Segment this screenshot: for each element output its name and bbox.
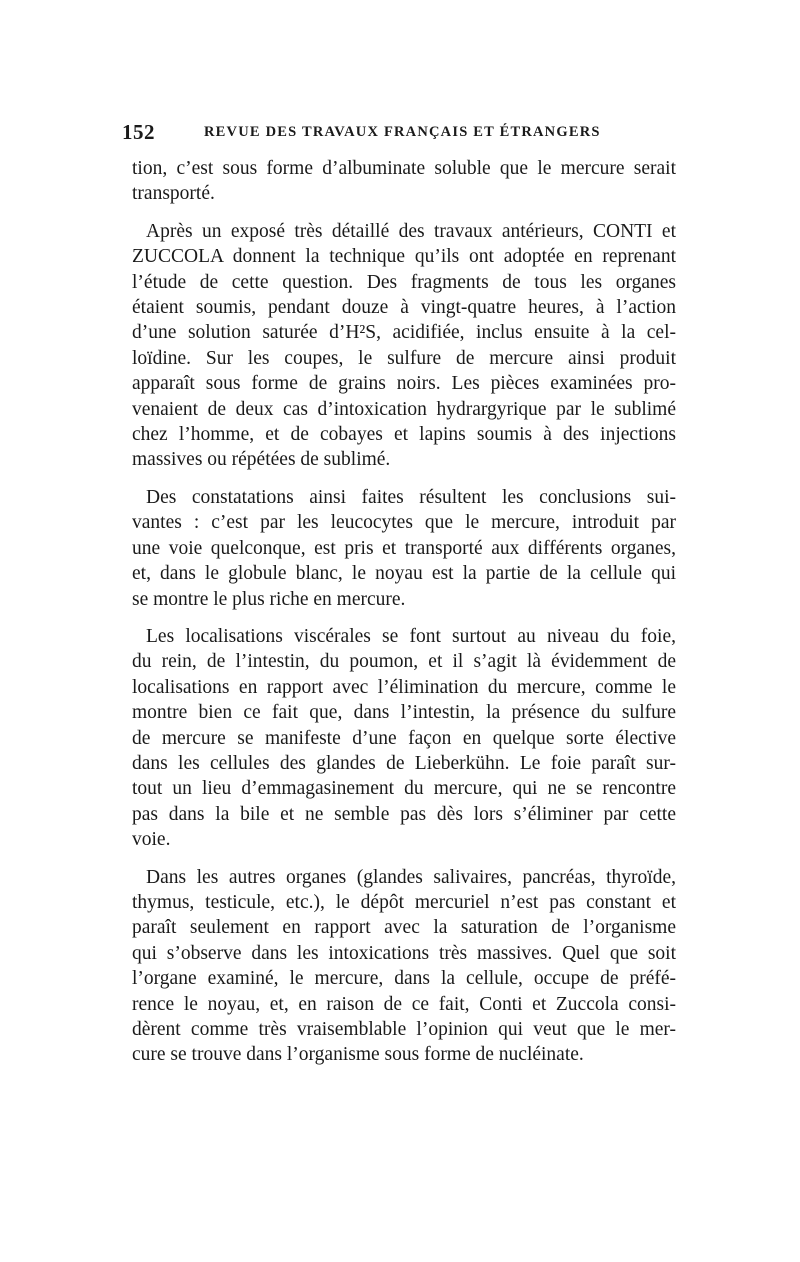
text-line: voie.: [132, 829, 171, 851]
text-line: Dans les autres organes (glandes salivaires, pancréas, thyroïde,: [146, 866, 676, 888]
text-line: tion, c’est sous forme d’albuminate soluble que le mercure serait: [132, 158, 676, 179]
text-line: l’étude de cette question. Des fragments de tous les organes: [132, 271, 676, 293]
text-line: paraît seulement en rapport avec la saturation de l’organisme: [132, 917, 676, 939]
running-header: [122, 120, 682, 144]
text-line: tout un lieu d’emmagasinement du mercure, qui ne se rencontre: [132, 778, 676, 800]
paragraph: [132, 865, 676, 1068]
text-line: montre bien ce fait que, dans l’intestin, la présence du sulfure: [132, 702, 676, 724]
text-line: chez l’homme, et de cobayes et lapins soumis à des injections: [132, 424, 676, 446]
text-line: et, dans le globule blanc, le noyau est la partie de la cellule qui: [132, 563, 676, 585]
paragraph: [132, 219, 676, 473]
text-line: rence le noyau, et, en raison de ce fait, Conti et Zuccola consi-: [132, 993, 676, 1015]
text-line: d’une solution saturée d’H²S, acidifiée, inclus ensuite à la cel-: [132, 322, 676, 344]
running-title: REVUE DES TRAVAUX FRANÇAIS ET ÉTRANGERS: [204, 124, 601, 140]
text-line: localisations en rapport avec l’élimination du mercure, comme le: [132, 676, 676, 698]
text-line: l’organe examiné, le mercure, dans la cellule, occupe de préfé-: [132, 968, 676, 990]
text-line: loïdine. Sur les coupes, le sulfure de mercure ainsi produit: [132, 347, 676, 369]
text-line: thymus, testicule, etc.), le dépôt mercuriel n’est pas constant et: [132, 891, 676, 913]
text-line: dèrent comme très vraisemblable l’opinion qui veut que le mer-: [132, 1019, 676, 1040]
text-line: apparaît sous forme de grains noirs. Les pièces examinées pro-: [132, 373, 676, 395]
text-line: qui s’observe dans les intoxications très massives. Quel que soit: [132, 942, 676, 964]
text-line: vantes : c’est par les leucocytes que le mercure, introduit par: [132, 512, 676, 534]
text-line: transporté.: [132, 183, 215, 205]
text-line: cure se trouve dans l’organisme sous forme de nucléinate.: [132, 1044, 584, 1066]
text-line: une voie quelconque, est pris et transporté aux différents organes,: [132, 537, 676, 559]
text-line: venaient de deux cas d’intoxication hydrargyrique par le sublimé: [132, 398, 676, 420]
text-line: du rein, de l’intestin, du poumon, et il s’agit là évidemment de: [132, 651, 676, 673]
text-line: de mercure se manifeste d’une façon en quelque sorte élective: [132, 727, 676, 749]
paragraph: [132, 624, 676, 853]
text-line: étaient soumis, pendant douze à vingt-quatre heures, à l’action: [132, 297, 676, 319]
paragraph: [132, 156, 676, 207]
text-line: dans les cellules des glandes de Lieberkühn. Le foie paraît sur-: [132, 752, 676, 774]
page-body: [132, 156, 676, 1080]
text-line: se montre le plus riche en mercure.: [132, 588, 406, 610]
text-line: ZUCCOLA donnent la technique qu’ils ont adoptée en reprenant: [132, 246, 676, 268]
paragraph: [132, 485, 676, 612]
text-line: Des constatations ainsi faites résultent les conclusions sui-: [146, 486, 676, 508]
text-line: Après un exposé très détaillé des travaux antérieurs, CONTI et: [146, 220, 676, 242]
text-line: massives ou répétées de sublimé.: [132, 449, 391, 471]
text-line: pas dans la bile et ne semble pas dès lors s’éliminer par cette: [132, 803, 676, 825]
text-line: Les localisations viscérales se font surtout au niveau du foie,: [146, 625, 676, 647]
page-number: 152: [122, 120, 155, 144]
